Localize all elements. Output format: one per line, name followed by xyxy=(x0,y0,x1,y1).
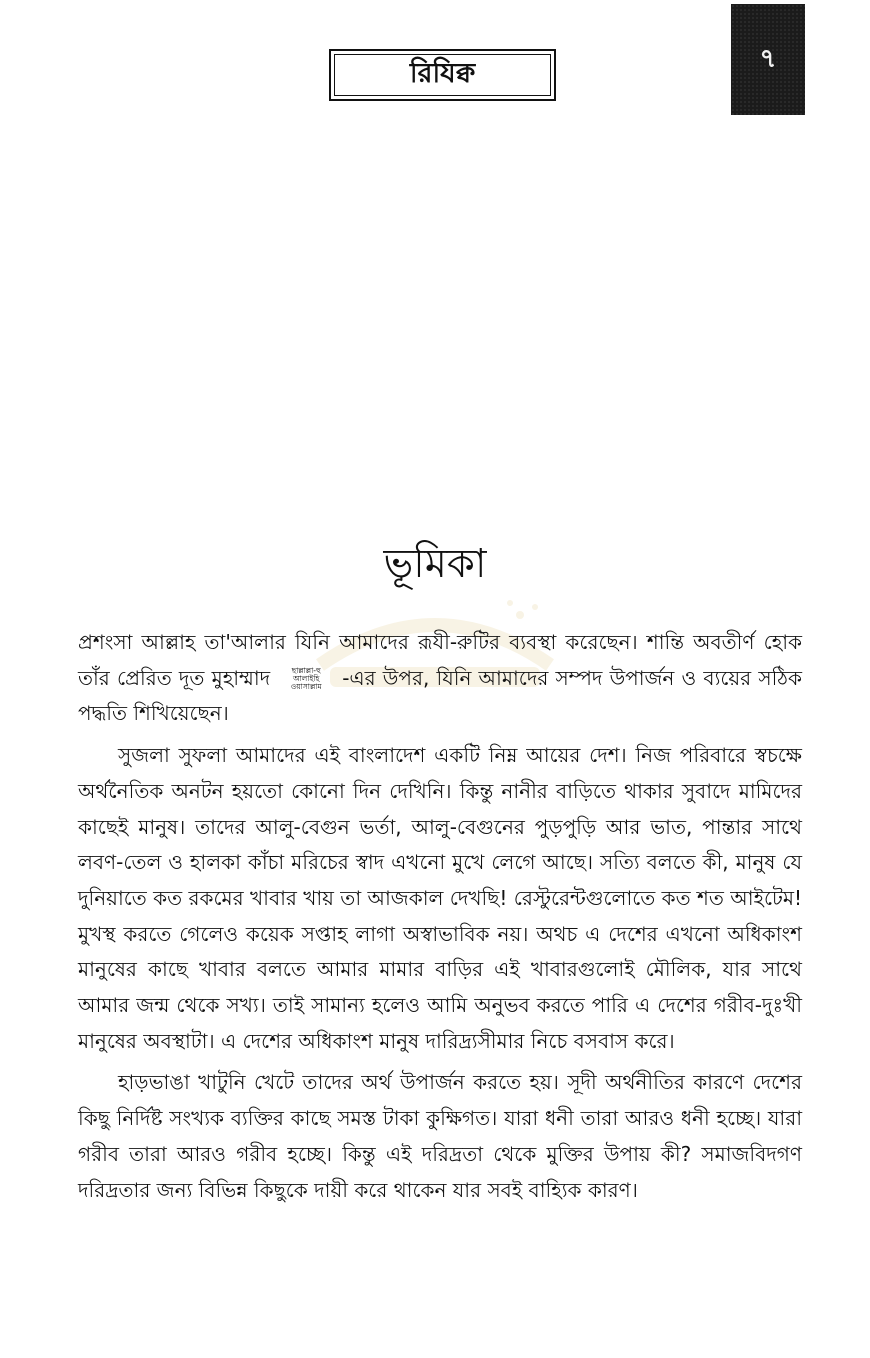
page-number: ৭ xyxy=(759,43,777,74)
honorific-text xyxy=(274,667,338,691)
paragraph-1 xyxy=(78,625,802,732)
paragraph-2: সুজলা সুফলা আমাদের এই বাংলাদেশ একটি নিম্ন আয়ের দেশ। নিজ পরিবারে স্বচক্ষে অর্থনৈতিক অনটন হয়তো কোনো দিন দেখিনি। কিন্তু নানীর বাড়িতে থাকার সুবাদে মামিদের কাছেই মানুষ। তাদের আলু-বেগুন ভর্তা, আলু-বেগুনের পুড়পুড়ি আর ভাত, পান্তার সাথে লবণ-তেল ও হালকা কাঁচা মরিচের স্বাদ এখনো মুখে লেগে আছে। সত্যি বলতে কী, মানুষ যে দুনিয়াতে কত রকমের খাবার খায় তা আজকাল দেখছি! রেস্টুরেন্টগুলোতে কত শত আইটেম! মুখস্থ করতে গেলেও কয়েক সপ্তাহ লাগা অস্বাভাবিক নয়। অথচ এ দেশের এখনো অধিকাংশ মানুষের কাছে খাবার বলতে আমার মামার বাড়ির এই খাবারগুলোই মৌলিক, যার সাথে আমার জন্ম থেকে সখ্য। তাই সামান্য হলেও আমি অনুভব করতে পারি এ দেশের গরীব-দুঃখী মানুষের অবস্থাটা। এ দেশের অধিকাংশ মানুষ দারিদ্র্যসীমার নিচে বসবাস করে। xyxy=(78,743,802,1053)
page-number-block xyxy=(731,4,805,115)
honorific-line-3: ওয়াসাল্লাম xyxy=(290,682,322,692)
body-text xyxy=(78,625,802,1208)
honorific-line-1: ছাল্লাল্লা-হু xyxy=(291,666,321,676)
paragraph-1-part-2: -এর উপর, যিনি আমাদের সম্পদ উপার্জন ও ব্যয়ের সঠিক পদ্ধতি শিখিয়েছেন। xyxy=(78,665,802,726)
running-header-title: রিযিক্ব xyxy=(334,54,551,96)
section-heading: ভূমিকা xyxy=(383,541,487,587)
honorific-line-2: আলাইহি xyxy=(292,674,320,684)
paragraph-1-part-1: প্রশংসা আল্লাহ তা'আলার যিনি আমাদের রূযী-রুটির ব্যবস্থা করেছেন। শান্তি অবতীর্ণ হোক তাঁর প্রেরিত দূত মুহাম্মাদ xyxy=(78,630,802,690)
paragraph-3: হাড়ভাঙা খাটুনি খেটে তাদের অর্থ উপার্জন করতে হয়। সূদী অর্থনীতির কারণে দেশের কিছু নির্দিষ্ট সংখ্যক ব্যক্তির কাছে সমস্ত টাকা কুক্ষিগত। যারা ধনী তারা আরও ধনী হচ্ছে। যারা গরীব তারা আরও গরীব হচ্ছে। কিন্তু এই দরিদ্রতা থেকে মুক্তির উপায় কী? সমাজবিদগণ দরিদ্রতার জন্য বিভিন্ন কিছুকে দায়ী করে থাকেন যার সবই বাহ্যিক কারণ। xyxy=(78,1070,802,1202)
running-header-title-box xyxy=(329,49,556,101)
